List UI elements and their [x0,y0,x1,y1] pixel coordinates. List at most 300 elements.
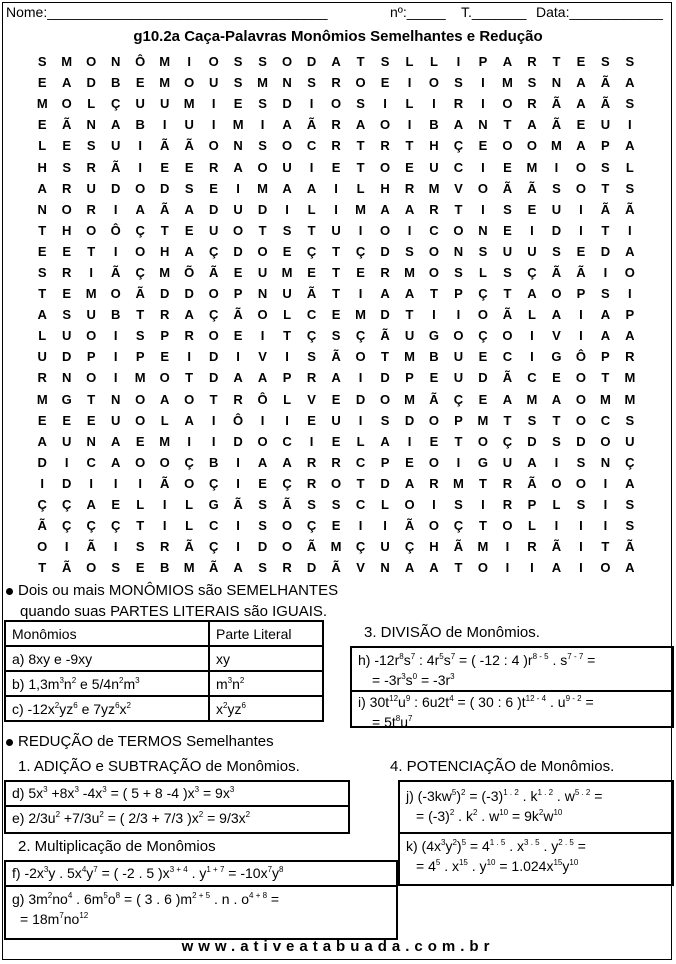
grid-letter[interactable]: A [625,243,635,259]
grid-letter[interactable]: M [477,412,489,428]
grid-letter[interactable]: Ç [184,454,194,470]
grid-letter[interactable]: E [62,243,72,259]
grid-letter[interactable]: A [282,180,292,196]
grid-letter[interactable]: D [306,54,317,70]
grid-letter[interactable]: Ç [478,286,488,302]
grid-letter[interactable]: T [503,412,512,428]
grid-letter[interactable]: I [236,180,240,196]
date-field[interactable]: Data:____________ [536,4,663,20]
grid-letter[interactable]: I [579,328,583,344]
grid-letter[interactable]: S [135,328,145,344]
grid-letter[interactable]: A [576,75,586,91]
grid-letter[interactable]: A [551,560,562,576]
grid-letter[interactable]: Ã [625,201,635,217]
grid-letter[interactable]: M [330,539,342,555]
grid-letter[interactable]: O [61,96,72,112]
grid-letter[interactable]: I [236,349,240,365]
grid-letter[interactable]: Ç [282,475,292,491]
grid-letter[interactable]: H [37,159,47,175]
grid-letter[interactable]: I [358,412,363,428]
grid-letter[interactable]: U [625,433,635,449]
grid-letter[interactable]: I [236,454,240,470]
grid-letter[interactable]: E [380,75,390,91]
grid-letter[interactable]: Ã [306,539,317,555]
grid-letter[interactable]: V [356,560,365,576]
grid-letter[interactable]: E [184,159,194,175]
grid-letter[interactable]: A [380,201,390,217]
grid-letter[interactable]: O [282,138,293,154]
grid-letter[interactable]: I [481,497,485,513]
grid-letter[interactable]: A [184,307,194,323]
grid-letter[interactable]: S [111,560,121,576]
grid-letter[interactable]: E [478,391,488,407]
grid-letter[interactable]: E [62,138,72,154]
grid-letter[interactable]: E [62,412,72,428]
grid-letter[interactable]: I [407,117,412,133]
grid-letter[interactable]: I [554,159,559,175]
grid-letter[interactable]: O [428,412,440,428]
grid-letter[interactable]: I [334,201,338,217]
grid-letter[interactable]: A [527,454,537,470]
grid-letter[interactable]: A [257,370,268,386]
grid-letter[interactable]: M [159,264,171,280]
grid-letter[interactable]: E [331,159,341,175]
grid-letter[interactable]: S [625,518,635,534]
grid-letter[interactable]: O [502,138,513,154]
grid-letter[interactable]: D [257,201,268,217]
class-field[interactable]: T._______ [461,4,527,20]
grid-letter[interactable]: O [110,286,121,302]
grid-letter[interactable]: Ô [110,222,121,238]
grid-letter[interactable]: O [379,159,391,175]
grid-letter[interactable]: R [527,96,537,112]
grid-letter[interactable]: A [233,560,243,576]
grid-letter[interactable]: O [428,454,440,470]
grid-letter[interactable]: A [625,328,635,344]
grid-letter[interactable]: O [86,370,97,386]
grid-letter[interactable]: L [356,433,365,449]
grid-letter[interactable]: Ã [380,328,390,344]
grid-letter[interactable]: H [429,539,439,555]
grid-letter[interactable]: D [380,307,390,323]
grid-letter[interactable]: E [209,180,218,196]
grid-letter[interactable]: C [429,222,439,238]
grid-letter[interactable]: M [36,391,48,407]
grid-letter[interactable]: Ç [625,454,635,470]
grid-letter[interactable]: Ã [159,475,170,491]
grid-letter[interactable]: I [236,539,240,555]
grid-letter[interactable]: L [283,391,292,407]
grid-letter[interactable]: S [454,497,463,513]
grid-letter[interactable]: O [600,433,611,449]
grid-letter[interactable]: Ã [502,180,513,196]
grid-letter[interactable]: T [601,222,610,238]
grid-letter[interactable]: D [527,433,537,449]
grid-letter[interactable]: P [86,349,96,365]
grid-letter[interactable]: L [381,497,389,513]
grid-letter[interactable]: S [258,96,267,112]
grid-letter[interactable]: U [37,349,47,365]
grid-letter[interactable]: S [625,497,635,513]
grid-letter[interactable]: L [38,138,47,154]
grid-letter[interactable]: O [477,433,489,449]
grid-letter[interactable]: L [405,96,414,112]
grid-letter[interactable]: T [332,243,341,259]
grid-letter[interactable]: U [62,328,72,344]
grid-letter[interactable]: E [184,222,194,238]
grid-letter[interactable]: I [505,560,510,576]
grid-letter[interactable]: S [135,539,145,555]
grid-letter[interactable]: I [554,518,559,534]
grid-letter[interactable]: O [379,222,391,238]
grid-letter[interactable]: O [551,286,562,302]
grid-letter[interactable]: O [135,391,146,407]
grid-letter[interactable]: I [628,117,632,133]
grid-letter[interactable]: O [208,286,219,302]
grid-letter[interactable]: T [332,264,341,280]
grid-letter[interactable]: I [358,222,363,238]
grid-letter[interactable]: I [138,138,142,154]
grid-letter[interactable]: S [380,412,390,428]
grid-letter[interactable]: Ç [478,328,488,344]
grid-letter[interactable]: O [502,96,513,112]
grid-letter[interactable]: N [37,201,47,217]
grid-letter[interactable]: O [379,391,391,407]
grid-letter[interactable]: L [136,497,145,513]
grid-letter[interactable]: I [113,243,118,259]
grid-letter[interactable]: D [380,243,390,259]
grid-letter[interactable]: S [625,180,635,196]
grid-letter[interactable]: P [478,54,488,70]
grid-letter[interactable]: I [407,75,412,91]
grid-letter[interactable]: D [37,454,47,470]
grid-letter[interactable]: I [481,201,485,217]
grid-letter[interactable]: A [111,454,121,470]
grid-letter[interactable]: U [527,243,537,259]
grid-letter[interactable]: A [135,201,145,217]
grid-letter[interactable]: I [481,159,485,175]
grid-letter[interactable]: S [356,96,365,112]
grid-letter[interactable]: Ã [37,518,47,534]
grid-letter[interactable]: I [456,307,461,323]
grid-letter[interactable]: S [307,497,316,513]
grid-letter[interactable]: I [530,560,534,576]
grid-letter[interactable]: A [380,433,390,449]
grid-letter[interactable]: E [527,201,537,217]
grid-letter[interactable]: S [62,159,72,175]
grid-letter[interactable]: Ç [355,328,366,344]
grid-letter[interactable]: L [356,180,365,196]
grid-letter[interactable]: R [37,370,47,386]
grid-letter[interactable]: A [380,286,390,302]
grid-letter[interactable]: Ô [135,54,146,70]
grid-letter[interactable]: T [332,286,341,302]
grid-letter[interactable]: Ã [62,117,72,133]
grid-letter[interactable]: S [258,54,267,70]
grid-letter[interactable]: R [86,201,96,217]
grid-letter[interactable]: O [600,560,611,576]
grid-letter[interactable]: I [579,539,583,555]
grid-letter[interactable]: Ç [62,497,72,513]
grid-letter[interactable]: I [162,117,167,133]
grid-letter[interactable]: O [135,180,146,196]
grid-letter[interactable]: O [282,54,293,70]
grid-letter[interactable]: T [601,180,610,196]
grid-letter[interactable]: O [379,117,391,133]
grid-letter[interactable]: I [211,117,216,133]
grid-letter[interactable]: M [159,433,171,449]
grid-letter[interactable]: E [160,159,169,175]
grid-letter[interactable]: U [257,264,268,280]
grid-letter[interactable]: A [184,201,194,217]
grid-letter[interactable]: I [187,349,191,365]
grid-letter[interactable]: M [159,75,171,91]
grid-letter[interactable]: D [355,391,366,407]
grid-letter[interactable]: O [575,180,586,196]
grid-letter[interactable]: Ô [233,412,244,428]
grid-letter[interactable]: T [87,391,96,407]
grid-letter[interactable]: D [159,286,170,302]
grid-letter[interactable]: C [355,497,366,513]
grid-letter[interactable]: A [306,180,317,196]
grid-letter[interactable]: I [432,497,436,513]
grid-letter[interactable]: C [306,307,317,323]
grid-letter[interactable]: L [87,96,96,112]
grid-letter[interactable]: L [160,412,169,428]
grid-letter[interactable]: G [551,349,562,365]
grid-letter[interactable]: Ç [453,518,464,534]
grid-letter[interactable]: S [380,54,390,70]
grid-letter[interactable]: I [383,518,387,534]
grid-letter[interactable]: A [551,391,562,407]
grid-letter[interactable]: N [600,454,611,470]
grid-letter[interactable]: S [62,307,72,323]
grid-letter[interactable]: R [380,138,390,154]
grid-letter[interactable]: B [111,307,121,323]
grid-letter[interactable]: O [404,497,415,513]
grid-letter[interactable]: O [526,138,537,154]
grid-letter[interactable]: C [86,454,96,470]
grid-letter[interactable]: E [331,518,341,534]
grid-letter[interactable]: O [575,391,586,407]
grid-letter[interactable]: O [575,159,586,175]
grid-letter[interactable]: A [625,138,635,154]
grid-letter[interactable]: A [404,201,415,217]
grid-letter[interactable]: I [187,433,191,449]
grid-letter[interactable]: N [111,391,121,407]
grid-letter[interactable]: A [233,370,243,386]
grid-letter[interactable]: R [380,264,390,280]
grid-letter[interactable]: U [453,370,464,386]
grid-letter[interactable]: T [38,286,47,302]
grid-letter[interactable]: O [135,243,146,259]
grid-letter[interactable]: B [429,349,439,365]
grid-letter[interactable]: E [503,222,512,238]
grid-letter[interactable]: T [454,433,463,449]
grid-letter[interactable]: T [136,307,145,323]
grid-letter[interactable]: R [159,307,170,323]
grid-letter[interactable]: O [282,539,293,555]
grid-letter[interactable]: S [503,201,512,217]
grid-letter[interactable]: Ç [208,243,219,259]
grid-letter[interactable]: O [282,518,293,534]
grid-letter[interactable]: N [453,243,464,259]
grid-letter[interactable]: D [62,349,72,365]
grid-letter[interactable]: Ã [306,286,317,302]
grid-letter[interactable]: P [576,286,586,302]
grid-letter[interactable]: R [86,159,96,175]
grid-letter[interactable]: A [429,560,439,576]
grid-letter[interactable]: A [331,54,341,70]
grid-letter[interactable]: Ã [502,307,513,323]
grid-letter[interactable]: Ç [111,96,121,112]
grid-letter[interactable]: S [527,412,537,428]
grid-letter[interactable]: I [113,201,118,217]
grid-letter[interactable]: O [208,138,219,154]
grid-letter[interactable]: Ã [184,539,194,555]
grid-letter[interactable]: R [306,370,317,386]
grid-letter[interactable]: Ã [233,307,243,323]
grid-letter[interactable]: A [453,117,464,133]
grid-letter[interactable]: L [405,54,414,70]
grid-letter[interactable]: Ç [355,243,366,259]
grid-letter[interactable]: I [113,328,118,344]
grid-letter[interactable]: G [477,454,489,470]
grid-letter[interactable]: I [530,349,534,365]
footer-url[interactable]: www.ativeatabuada.com.br [181,938,495,955]
grid-letter[interactable]: Ã [86,539,96,555]
grid-letter[interactable]: E [86,412,96,428]
grid-letter[interactable]: Ç [502,433,513,449]
grid-letter[interactable]: N [478,222,488,238]
grid-letter[interactable]: D [551,222,562,238]
grid-letter[interactable]: R [429,475,439,491]
grid-letter[interactable]: A [600,307,611,323]
grid-letter[interactable]: E [576,117,586,133]
grid-letter[interactable]: P [282,370,292,386]
grid-letter[interactable]: E [307,264,316,280]
grid-letter[interactable]: N [86,117,96,133]
grid-letter[interactable]: E [135,75,145,91]
grid-letter[interactable]: U [331,222,341,238]
grid-letter[interactable]: I [628,222,632,238]
grid-letter[interactable]: S [601,159,610,175]
grid-letter[interactable]: E [478,349,488,365]
grid-letter[interactable]: D [600,243,611,259]
grid-letter[interactable]: U [184,117,194,133]
grid-letter[interactable]: S [576,454,586,470]
grid-letter[interactable]: I [138,159,142,175]
grid-letter[interactable]: O [86,54,97,70]
grid-letter[interactable]: I [530,222,534,238]
grid-letter[interactable]: M [404,349,415,365]
grid-letter[interactable]: O [184,475,195,491]
grid-letter[interactable]: R [527,539,537,555]
grid-letter[interactable]: Ã [551,117,562,133]
grid-letter[interactable]: I [40,475,45,491]
name-field[interactable]: Nome:____________________________________ [6,4,328,20]
grid-letter[interactable]: S [331,328,341,344]
grid-letter[interactable]: S [625,54,635,70]
grid-letter[interactable]: I [481,75,485,91]
grid-letter[interactable]: I [579,560,583,576]
grid-letter[interactable]: H [380,180,390,196]
grid-letter[interactable]: I [236,475,240,491]
grid-letter[interactable]: M [428,180,440,196]
grid-letter[interactable]: V [454,180,463,196]
grid-letter[interactable]: L [552,497,561,513]
grid-letter[interactable]: Ã [551,96,562,112]
grid-letter[interactable]: D [184,286,194,302]
grid-letter[interactable]: I [285,349,289,365]
grid-letter[interactable]: I [407,433,412,449]
grid-letter[interactable]: O [86,222,97,238]
grid-letter[interactable]: I [89,264,94,280]
grid-letter[interactable]: Ç [208,475,219,491]
grid-letter[interactable]: T [405,307,414,323]
grid-letter[interactable]: E [478,138,488,154]
grid-letter[interactable]: D [111,180,121,196]
grid-letter[interactable]: E [233,264,243,280]
grid-letter[interactable]: G [428,328,440,344]
grid-letter[interactable]: S [625,96,635,112]
grid-letter[interactable]: Ã [111,264,121,280]
grid-letter[interactable]: E [307,412,316,428]
grid-letter[interactable]: N [478,117,488,133]
grid-letter[interactable]: T [136,518,145,534]
grid-letter[interactable]: U [208,75,219,91]
grid-letter[interactable]: T [87,243,96,259]
grid-letter[interactable]: O [330,475,342,491]
grid-letter[interactable]: L [307,201,316,217]
grid-letter[interactable]: R [331,75,341,91]
grid-letter[interactable]: R [429,201,439,217]
grid-letter[interactable]: Ã [502,370,513,386]
grid-letter[interactable]: P [527,497,537,513]
grid-letter[interactable]: G [61,391,72,407]
grid-letter[interactable]: Ç [306,518,317,534]
grid-letter[interactable]: D [380,370,390,386]
grid-letter[interactable]: Ã [184,138,194,154]
grid-letter[interactable]: M [599,391,611,407]
grid-letter[interactable]: U [135,96,145,112]
grid-letter[interactable]: U [111,412,121,428]
grid-letter[interactable]: I [456,454,461,470]
grid-letter[interactable]: Ã [111,159,121,175]
grid-letter[interactable]: E [233,96,243,112]
grid-letter[interactable]: E [429,433,439,449]
grid-letter[interactable]: S [307,75,316,91]
grid-letter[interactable]: O [477,560,489,576]
grid-letter[interactable]: Ã [159,201,170,217]
grid-letter[interactable]: T [552,54,561,70]
grid-letter[interactable]: R [306,454,317,470]
grid-letter[interactable]: T [503,117,512,133]
grid-letter[interactable]: M [232,117,244,133]
grid-letter[interactable]: T [356,475,365,491]
grid-letter[interactable]: S [552,243,561,259]
grid-letter[interactable]: U [551,201,562,217]
grid-letter[interactable]: Ã [404,518,415,534]
grid-letter[interactable]: T [601,370,610,386]
grid-letter[interactable]: Ç [453,138,464,154]
grid-letter[interactable]: A [600,328,611,344]
grid-letter[interactable]: N [62,370,72,386]
grid-letter[interactable]: S [552,180,561,196]
grid-letter[interactable]: D [62,475,72,491]
grid-letter[interactable]: I [162,497,167,513]
grid-letter[interactable]: O [453,222,464,238]
